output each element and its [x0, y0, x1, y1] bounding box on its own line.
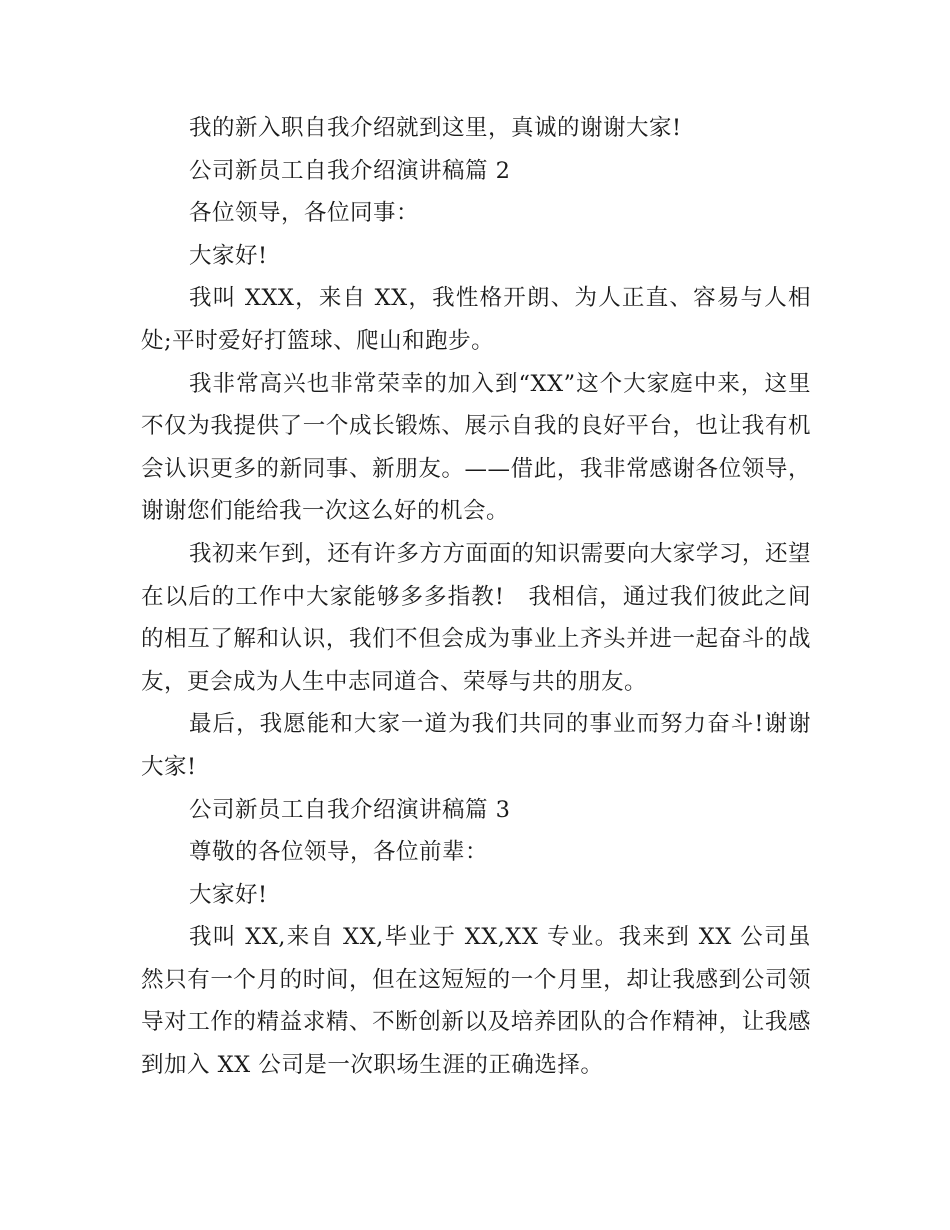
greeting: 大家好!	[189, 881, 268, 908]
intro-paragraph: 我叫 XXX，来自 XX，我性格开朗、为人正直、容易与人相处;平时爱好打篮球、爬山和跑步。	[141, 285, 811, 354]
document-body	[141, 107, 811, 1087]
salutation: 各位领导，各位同事：	[189, 200, 420, 227]
body-paragraph: 我非常高兴也非常荣幸的加入到“XX”这个大家庭中来，这里不仅为我提供了一个成长锻炼、展示自我的良好平台，也让我有机会认识更多的新同事、新朋友。——借此，我非常感谢各位领导，谢谢您们能给我一次这么好的机会。	[141, 370, 811, 525]
closing-paragraph: 最后，我愿能和大家一道为我们共同的事业而努力奋斗!谢谢大家!	[141, 711, 811, 780]
section-heading-2: 公司新员工自我介绍演讲稿篇 2	[189, 157, 511, 184]
body-paragraph: 我初来乍到，还有许多方方面面的知识需要向大家学习，还望在以后的工作中大家能够多多指教! 我相信，通过我们彼此之间的相互了解和认识，我们不但会成为事业上齐头并进一起奋斗的战友，更会成为人生中志同道合、荣辱与共的朋友。	[141, 540, 811, 695]
closing-line: 我的新入职自我介绍就到这里，真诚的谢谢大家!	[189, 115, 682, 141]
salutation: 尊敬的各位领导，各位前辈：	[189, 839, 489, 866]
section-heading-3: 公司新员工自我介绍演讲稿篇 3	[189, 796, 511, 823]
intro-paragraph: 我叫 XX,来自 XX,毕业于 XX,XX 专业。我来到 XX 公司虽然只有一个月的时间，但在这短短的一个月里，却让我感到公司领导对工作的精益求精、不断创新以及培养团队的合作精神，让我感到加入 XX 公司是一次职场生涯的正确选择。	[141, 924, 811, 1079]
greeting: 大家好!	[189, 242, 268, 269]
